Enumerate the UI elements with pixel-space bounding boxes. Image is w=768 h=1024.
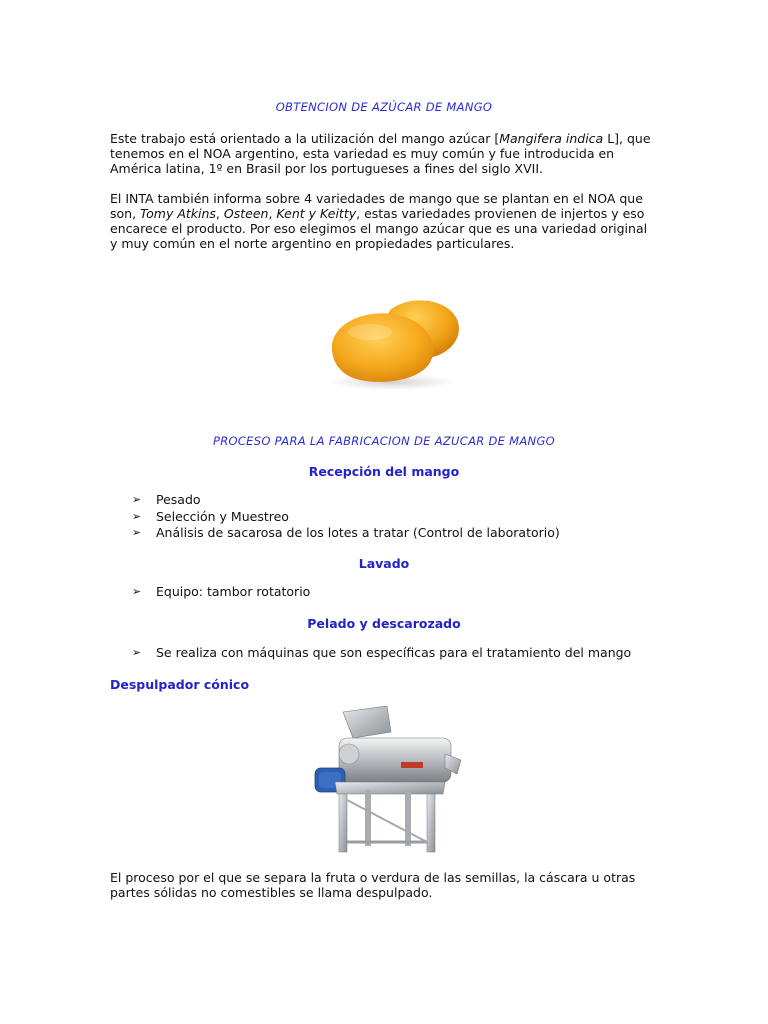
intro-p1-text: Este trabajo está orientado a la utilización del mango azúcar [	[110, 131, 500, 146]
arrow-bullet-icon: ➢	[132, 509, 142, 523]
list-item	[132, 584, 310, 601]
arrow-bullet-icon: ➢	[132, 646, 142, 659]
arrow-bullet-icon: ➢	[132, 526, 142, 539]
intro-p1-text-end: L], que tenemos en el NOA argentino, esta variedad es muy común y fue introducida en América latina, 1º en Brasil por los portugueses a fines del siglo XVII.	[110, 131, 651, 176]
despulpado-paragraph: El proceso por el que se separa la fruta o verdura de las semillas, la cáscara u otras partes sólidas no comestibles se llama despulpado.	[110, 870, 636, 900]
intro-paragraph-2	[110, 191, 658, 251]
heading-lavado: Lavado	[358, 556, 410, 571]
variety-kent-keitty: Kent y Keitty	[276, 206, 357, 221]
recepcion-list	[132, 492, 560, 542]
list-item-text: Pesado	[156, 492, 201, 507]
heading-pelado: Pelado y descarozado	[307, 616, 461, 631]
intro-p2-text-end: , estas variedades provienen de injertos y eso encarece el producto. Por eso elegimos el mango azúcar que es una variedad original y muy común en el norte argentino en propiedades particulares.	[110, 206, 648, 251]
list-item	[132, 492, 560, 509]
variety-osteen: Osteen	[223, 206, 269, 221]
arrow-bullet-icon: ➢	[132, 585, 142, 598]
mango-image	[320, 292, 470, 392]
list-item	[132, 525, 560, 542]
species-name: Mangifera indica	[499, 131, 604, 146]
separator: ,	[268, 206, 277, 221]
list-item-text: Análisis de sacarosa de los lotes a tratar (Control de laboratorio)	[156, 525, 560, 540]
separator: ,	[215, 206, 224, 221]
document-title: OBTENCION DE AZÚCAR DE MANGO	[275, 100, 493, 114]
lavado-list	[132, 584, 310, 601]
pulper-machine-image	[305, 702, 465, 862]
variety-tomy-atkins: Tomy Atkins	[140, 206, 216, 221]
heading-recepcion: Recepción del mango	[308, 464, 460, 479]
pelado-list	[132, 645, 631, 662]
intro-paragraph-1	[110, 131, 658, 176]
arrow-bullet-icon: ➢	[132, 493, 142, 506]
process-title: PROCESO PARA LA FABRICACION DE AZUCAR DE MANGO	[212, 434, 556, 448]
list-item-text: Equipo: tambor rotatorio	[156, 584, 311, 599]
list-item-text: Selección y Muestreo	[156, 508, 289, 524]
list-item	[132, 509, 560, 526]
intro-p2-text: El INTA también informa sobre 4 variedades de mango que se plantan en el NOA que son,	[110, 191, 643, 221]
heading-despulpador: Despulpador cónico	[110, 677, 250, 692]
list-item-text: Se realiza con máquinas que son específicas para el tratamiento del mango	[156, 645, 632, 660]
list-item	[132, 645, 631, 662]
